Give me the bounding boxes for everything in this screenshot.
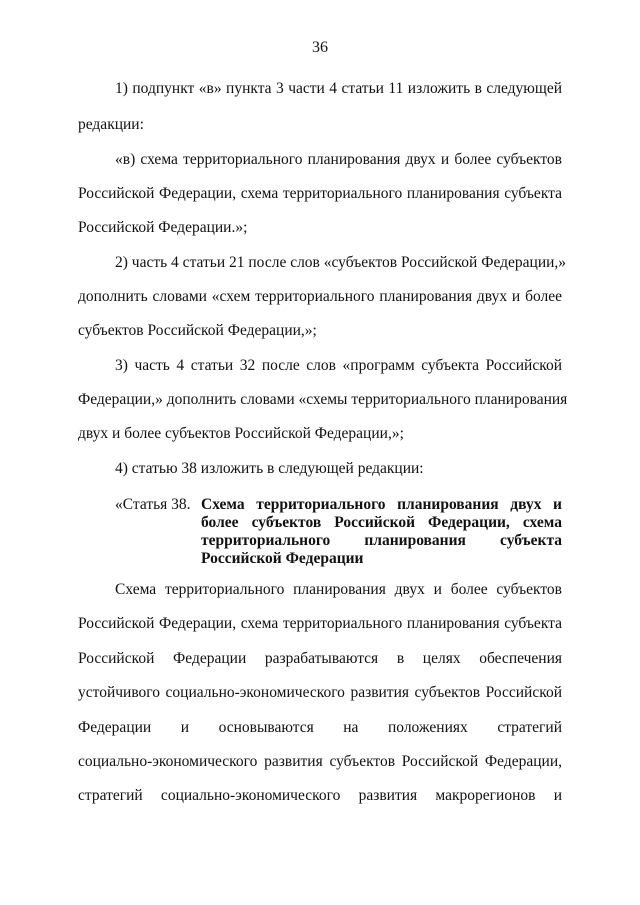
paragraph-4-line-3: двух и более субъектов Российской Федерации,»; (78, 425, 404, 442)
paragraph-1-line-2: редакции: (78, 116, 144, 133)
article-title-line-1: Схема территориального планирования двух и (201, 496, 562, 513)
article-title-line-3: территориального планирования субъекта (201, 532, 562, 549)
paragraph-4-line-1: 3) часть 4 статьи 32 после слов «программ субъекта Российской (115, 357, 562, 374)
paragraph-4-line-2: Федерации,» дополнить словами «схемы территориального планирования (78, 391, 568, 408)
page-number: 36 (312, 39, 328, 56)
paragraph-2-line-1: «в) схема территориального планирования двух и более субъектов (115, 151, 562, 168)
paragraph-2-line-3: Российской Федерации.»; (78, 219, 248, 236)
article-label: «Статья 38. (115, 496, 191, 513)
paragraph-3-line-2: дополнить словами «схем территориального планирования двух и более (78, 288, 562, 305)
paragraph-6-line-2: Российской Федерации, схема территориального планирования субъекта (78, 615, 562, 632)
paragraph-2-line-2: Российской Федерации, схема территориального планирования субъекта (78, 185, 562, 202)
paragraph-6-line-7: стратегий социально-экономического развития макрорегионов и (78, 787, 562, 804)
paragraph-1-line-1: 1) подпункт «в» пункта 3 части 4 статьи 11 изложить в следующей (115, 80, 562, 97)
paragraph-6-line-5: Федерации и основываются на положениях стратегий (78, 719, 562, 736)
paragraph-3-line-3: субъектов Российской Федерации,»; (78, 322, 317, 339)
paragraph-6-line-3: Российской Федерации разрабатываются в целях обеспечения (78, 650, 562, 667)
paragraph-6-line-4: устойчивого социально-экономического развития субъектов Российской (78, 684, 562, 701)
paragraph-3-line-1: 2) часть 4 статьи 21 после слов «субъектов Российской Федерации,» (115, 254, 567, 271)
paragraph-6-line-6: социально-экономического развития субъектов Российской Федерации, (78, 753, 562, 770)
article-title-line-4: Российской Федерации (201, 550, 364, 567)
paragraph-6-line-1: Схема территориального планирования двух и более субъектов (115, 581, 562, 598)
article-title-line-2: более субъектов Российской Федерации, схема (201, 514, 562, 531)
paragraph-5-line-1: 4) статью 38 изложить в следующей редакции: (115, 460, 424, 477)
